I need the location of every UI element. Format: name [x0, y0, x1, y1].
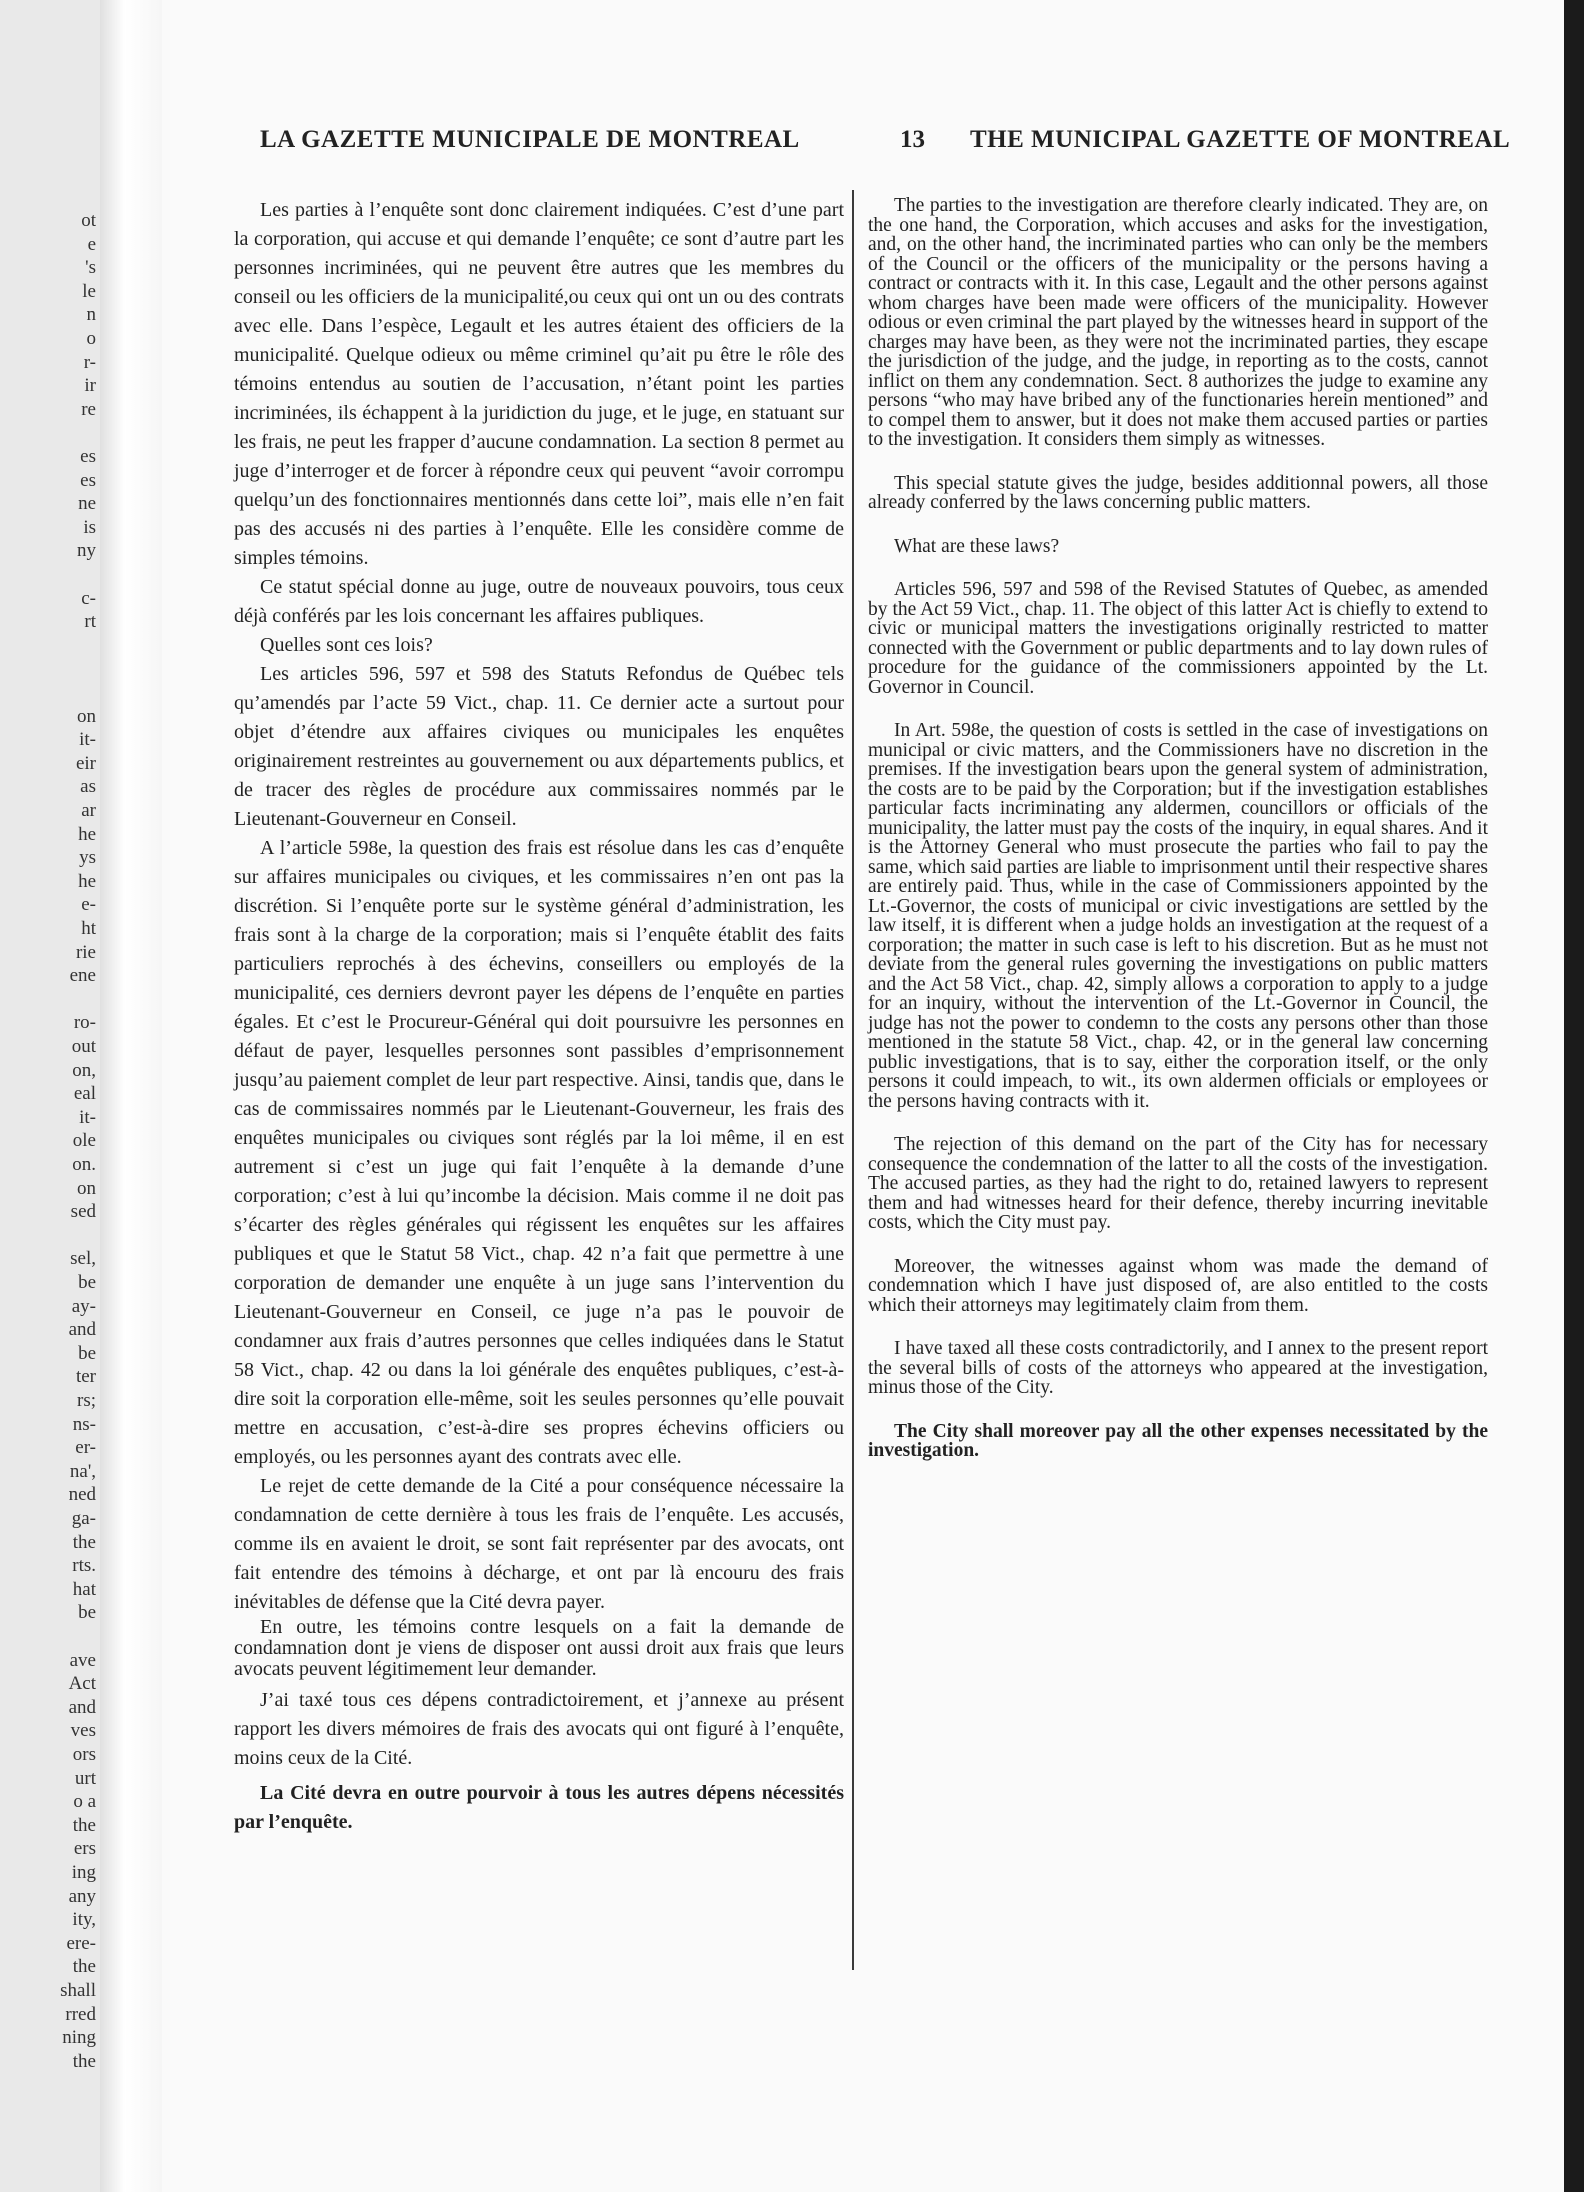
english-paragraph: What are these laws? [894, 535, 1060, 557]
previous-page-fragment: c- [81, 587, 96, 609]
french-paragraph: Le rejet de cette demande de la Cité a pour conséquence nécessaire la condamnation de cette dernière à tous les frais de l’enquête. Les accusés, comme ils en avaient le droit, se sont fait représenter par des avocats, ont fait entendre des témoins à décharge, et ont par là encouru des frais inévitables de défense que la Cité devra payer. [234, 1475, 844, 1613]
french-paragraph: Les articles 596, 597 et 598 des Statuts Refondus de Québec tels qu’amendés par l’acte 59 Vict., chap. 11. Ce dernier acte a surtout pour objet d’étendre aux affaires civiques ou municipales les enquêtes originairement restreintes au gouvernement ou aux départements publics, et de tracer des règles de procédure aux commissaires nommés par le Lieutenant-Gouverneur en Conseil. [234, 663, 844, 830]
page-number: 13 [900, 126, 925, 153]
previous-page-fragment: be [78, 1602, 96, 1624]
previous-page-fragment: ned [68, 1484, 96, 1506]
previous-page-fragment: es [80, 446, 96, 467]
previous-page-fragment: out [71, 1036, 96, 1057]
page-header [260, 126, 1550, 162]
english-paragraph-closing: The City shall moreover pay all the other expenses necessitated by the investigation. [868, 1420, 1488, 1461]
previous-page-fragment: ir [84, 375, 96, 397]
previous-page-fragment: and [68, 1319, 96, 1341]
previous-page-edge [0, 0, 100, 2192]
previous-page-fragment: e- [81, 894, 96, 916]
previous-page-fragment: it- [79, 1106, 96, 1128]
previous-page-fragment: be [78, 1342, 96, 1364]
previous-page-fragment: ene [69, 965, 96, 987]
previous-page-fragment: ro- [73, 1012, 96, 1034]
previous-page-fragment: r- [83, 351, 96, 373]
previous-page-fragment: ot [81, 210, 96, 231]
previous-page-fragment: eal [73, 1083, 96, 1105]
previous-page-fragment: rie [75, 941, 96, 963]
previous-page-fragment: 's [85, 257, 96, 279]
english-paragraph: This special statute gives the judge, besides additionnal powers, all those already conferred by the laws concerning public matters. [868, 472, 1488, 513]
header-title-french: LA GAZETTE MUNICIPALE DE MONTREAL [260, 126, 800, 153]
previous-page-fragment: ole [72, 1130, 96, 1152]
previous-page-fragment: es [80, 469, 96, 491]
previous-page-fragment: the [72, 1531, 96, 1553]
english-column [868, 196, 1488, 1461]
previous-page-fragment: rred [65, 2003, 96, 2025]
previous-page-fragment: it- [79, 729, 96, 751]
previous-page-fragment: as [80, 776, 96, 798]
previous-page-fragment: ning [62, 2027, 96, 2049]
previous-page-fragment: on, [72, 1059, 96, 1081]
previous-page-fragment: on [77, 1177, 96, 1199]
previous-page-fragment: rs; [77, 1390, 96, 1411]
french-paragraph: En outre, les témoins contre lesquels on a fait la demande de condamnation dont je viens de disposer ont aussi droit aux frais que leurs avocats peuvent légitimement leur demander. [234, 1616, 844, 1680]
french-paragraph: J’ai taxé tous ces dépens contradictoirement, et j’annexe au présent rapport les divers mémoires de frais des avocats qui ont figuré à l’enquête, moins ceux de la Cité. [234, 1689, 844, 1769]
previous-page-fragment: ave [69, 1649, 96, 1671]
previous-page-fragment: na', [69, 1460, 96, 1482]
previous-page-fragment: and [68, 1696, 96, 1718]
previous-page-fragment: o a [73, 1791, 96, 1813]
column-divider [852, 190, 854, 1970]
previous-page-fragment: ys [79, 847, 96, 869]
previous-page-fragment: ves [70, 1720, 96, 1742]
previous-page-fragment: rts. [72, 1555, 96, 1577]
previous-page-fragment: sed [70, 1201, 96, 1223]
english-paragraph: Articles 596, 597 and 598 of the Revised Statutes of Quebec, as amended by the Act 59 Vict., chap. 11. The object of this latter Act is chiefly to extend to civic or municipal matters the investigations originally restricted to matter connected with the Government or public departments and to lay down rules of procedure for the guidance of the commissioners appointed by the Lt. Governor in Council. [868, 579, 1488, 698]
previous-page-fragment: n [86, 304, 96, 326]
english-paragraph: I have taxed all these costs contradictorily, and I annex to the present report the several bills of costs of the attorneys who appeared at the investigation, minus those of the City. [868, 1338, 1488, 1398]
previous-page-fragment: be [78, 1272, 96, 1293]
previous-page-fragment: re [81, 398, 96, 420]
previous-page-fragment: Act [68, 1673, 96, 1695]
english-paragraph: The rejection of this demand on the part of the City has for necessary consequence the condemnation of the latter to all the costs of the investigation. The accused parties, as they had the right to do, retained lawyers to represent them and had witnesses heard for their defence, thereby incurring inevitable costs, which the City must pay. [868, 1134, 1488, 1233]
previous-page-fragment: the [72, 1956, 96, 1978]
header-title-english: THE MUNICIPAL GAZETTE OF MONTREAL [970, 126, 1511, 153]
previous-page-fragment: on [77, 705, 96, 727]
previous-page-fragment: hat [72, 1578, 96, 1600]
previous-page-fragment: ar [81, 800, 96, 821]
english-paragraph: In Art. 598e, the question of costs is settled in the case of investigations on municipal or civic matters, and the Commissioners have no discretion in the premises. If the investigation bears upon the general system of administration, the costs are to be paid by the Corporation; but if the investigation establishes particular facts incriminating any aldermen, councillors or officials of the municipality, the latter must pay the costs of the inquiry, in equal shares. And it is the Attorney General who must prosecute the parties who fail to pay the same, which said parties are liable to imprisonment until their respective shares are entirely paid. Thus, while in the case of Commissioners appointed by the Lt.-Governor, the costs of municipal or civic investigations are settled by the law itself, it is different when a judge holds an investigation at the request of a corporation; the matter in such case is left to his discretion. But as he must not deviate from the general rules governing the investigations on public matters and the Act 58 Vict., chap. 42, simply allows a corporation to apply to a judge for an inquiry, without the intervention of the Lt.-Governor in Council, the judge has not the power to condemn to the costs any persons other than those mentioned in the statute 58 Vict., chap. 42, or in the general law concerning public investigations, that is to say, either the corporation itself, or the only persons it could impeach, to wit., its own aldermen officials or employees or the persons having contracts with it. [868, 720, 1488, 1112]
previous-page-fragment: shall [60, 1980, 96, 2001]
french-column [234, 196, 844, 1837]
previous-page-fragment: ay- [71, 1295, 96, 1317]
previous-page-fragment: ht [81, 918, 96, 939]
previous-page-fragment: he [78, 870, 96, 892]
previous-page-fragment: eir [75, 752, 96, 774]
previous-page-fragment: he [78, 823, 96, 845]
previous-page-fragment: ny [77, 540, 96, 562]
english-paragraph: Moreover, the witnesses against whom was made the demand of condemnation which I have just disposed of, are also entitled to the costs which their attorneys may legitimately claim from them. [868, 1255, 1488, 1316]
previous-page-fragment: any [68, 1885, 96, 1907]
gazette-page [162, 0, 1564, 2192]
previous-page-fragment: urt [74, 1767, 96, 1789]
french-paragraph-closing: La Cité devra en outre pourvoir à tous les autres dépens nécessités par l’enquête. [234, 1782, 844, 1833]
french-paragraph: Ce statut spécial donne au juge, outre de nouveaux pouvoirs, tous ceux déjà conférés par les lois concernant les affaires publiques. [234, 576, 844, 627]
previous-page-fragment: rt [84, 611, 96, 633]
previous-page-fragment: o [86, 328, 96, 349]
previous-page-fragment: on. [72, 1154, 96, 1175]
french-paragraph: A l’article 598e, la question des frais est résolue dans les cas d’enquête sur affaires municipales ou civiques, et les commissaires n’en ont pas la discrétion. Si l’enquête porte sur le système général d’administration, les frais sont à la charge de la corporation; mais si l’enquête établit des faits particuliers reprochés à des échevins, conseillers ou employés de la municipalité, ces derniers devront payer les dépens de l’enquête en parties égales. Et c’est le Procureur-Général qui doit poursuivre les personnes en défaut de payer, lesquelles personnes sont passibles d’emprisonnement jusqu’au paiement complet de leur part respective. Ainsi, tandis que, dans le cas de commissaires nommés par le Lieutenant-Gouverneur, les frais des enquêtes municipales ou civiques sont réglés par la loi même, il en est autrement si c’est un juge qui fait l’enquête à la demande d’une corporation; c’est à lui qu’incombe la décision. Mais comme il ne doit pas s’écarter des règles générales qui régissent les enquêtes sur les affaires publiques et que le Statut 58 Vict., chap. 42 n’a fait que permettre à une corporation de demander une enquête à un juge sans l’intervention du Lieutenant-Gouverneur en Conseil, ce juge n’a pas le pouvoir de condamner aux frais d’autres personnes que celles indiquées dans le Statut 58 Vict., chap. 42 ou dans la loi générale des enquêtes publiques, c’est-à-dire soit la corporation elle-même, soit les seules personnes qu’elle pouvait mettre en accusation, c’est-à-dire ses propres échevins officiers ou employés, ou les personnes ayant des contrats avec elle. [234, 837, 844, 1468]
previous-page-fragment: ne [78, 493, 96, 515]
previous-page-fragment: le [82, 280, 96, 302]
previous-page-fragment: ors [72, 1744, 96, 1765]
previous-page-fragment: ns- [72, 1413, 96, 1435]
previous-page-fragment: ter [75, 1366, 96, 1388]
french-paragraph: Quelles sont ces lois? [260, 634, 433, 656]
english-paragraph: The parties to the investigation are therefore clearly indicated. They are, on the one hand, the Corporation, which accuses and asks for the investigation, and, on the other hand, the incriminated parties who can only be the members of the Council or the officers of the municipality or the persons having a contract or contracts with it. In this case, Legault and the other persons against whom charges have been made were officers of the municipality. However odious or even criminal the part played by the witnesses heard in support of the charges may have been, as they were not the incriminated parties, they escape the jurisdiction of the judge, and the judge, in reporting as to the costs, cannot inflict on them any condemnation. Sect. 8 authorizes the judge to examine any persons “who may have bribed any of the functionaries herein mentioned” and to compel them to answer, but it does not make them accused parties or parties to the investigation. It considers them simply as witnesses. [868, 195, 1488, 450]
previous-page-fragment: the [72, 1814, 96, 1836]
french-paragraph: Les parties à l’enquête sont donc clairement indiquées. C’est d’une part la corporation, qui accuse et qui demande l’enquête; ce sont d’autre part les personnes incriminées, qui ne peuvent être autres que les membres du conseil ou les officiers de la municipalité,ou ceux qui ont un ou des contrats avec elle. Dans l’espèce, Legault et les autres étaient des officiers de la municipalité. Quelque odieux ou même criminel qu’ait pu être le rôle des témoins entendus au soutien de l’accusation, n’étant point les parties incriminées, ils échappent à la juridiction du juge, et le juge, en statuant sur les frais, ne peut les frapper d’aucune condamnation. La section 8 permet au juge d’interroger et de forcer à répondre ceux qui peuvent “avoir corrompu quelqu’un des fonctionnaires mentionnés dans cette loi”, mais elle n’en fait pas des accusés ni des parties à l’enquête. Elle les considère comme de simples témoins. [234, 199, 844, 569]
previous-page-fragment: sel, [70, 1248, 96, 1270]
previous-page-fragment: ga- [71, 1508, 96, 1529]
previous-page-fragment: ers [73, 1838, 96, 1860]
page-gutter [100, 0, 162, 2192]
previous-page-fragment: e [87, 233, 96, 255]
previous-page-fragment: ere- [66, 1932, 96, 1954]
previous-page-fragment: is [83, 516, 96, 538]
previous-page-fragment: ing [71, 1862, 96, 1883]
previous-page-fragment: ity, [72, 1909, 96, 1931]
previous-page-fragment: er- [75, 1437, 96, 1459]
previous-page-fragment: the [72, 2050, 96, 2072]
